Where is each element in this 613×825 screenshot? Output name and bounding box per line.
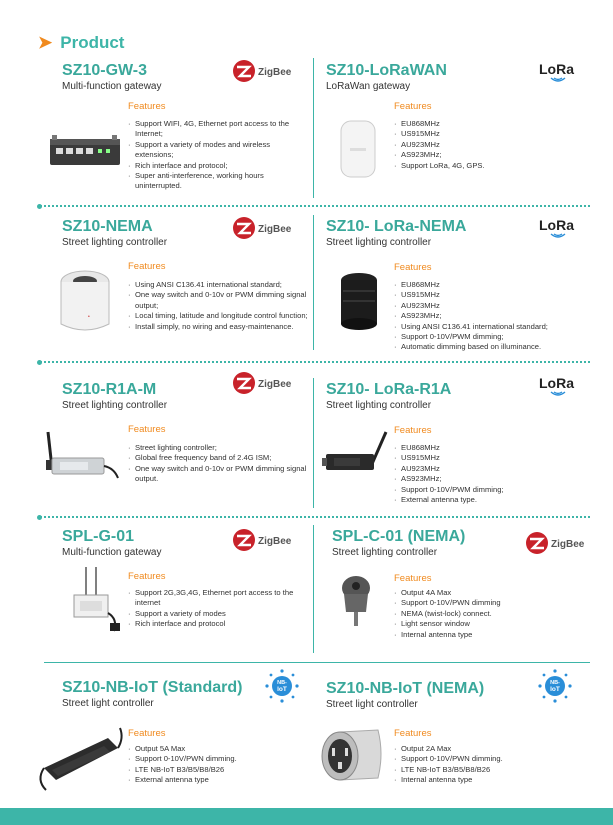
divider-vertical xyxy=(313,378,314,508)
nbiot-text-top: NB- xyxy=(550,680,560,686)
zigbee-logo-icon xyxy=(525,530,593,556)
feature-item: · AS923MHz; xyxy=(394,311,594,321)
spl-nema-controller-icon xyxy=(336,574,376,630)
feature-item: · US915MHz xyxy=(394,453,584,463)
product-title: SZ10-NB-IoT (Standard) xyxy=(62,679,243,696)
lora-logo-icon xyxy=(537,214,581,242)
zigbee-logo-icon xyxy=(232,58,300,84)
features-label: Features xyxy=(394,262,432,273)
product-title: SZ10- LoRa-R1A xyxy=(326,381,452,398)
product-subtitle: Street lighting controller xyxy=(326,237,432,248)
feature-item: · Support a variety of modes and wireless extensions; xyxy=(128,140,308,161)
feature-item: · Global free frequency band of 2.4G ISM; xyxy=(128,453,308,463)
feature-item: · Output 5A Max xyxy=(128,744,308,754)
feature-list xyxy=(394,588,584,640)
product-title: SZ10- LoRa-NEMA xyxy=(326,218,467,235)
divider-dot xyxy=(37,360,42,365)
feature-item: · Automatic dimming based on illuminance. xyxy=(394,342,594,352)
product-subtitle: Multi-function gateway xyxy=(62,81,162,92)
feature-item: · LTE NB-IoT B3/B5/B8/B26 xyxy=(128,765,308,775)
feature-item: · Using ANSI C136.41 international standard; xyxy=(394,322,594,332)
feature-item: · NEMA (twist-lock) connect. xyxy=(394,609,584,619)
divider-vertical xyxy=(313,58,314,198)
feature-item: · Street lighting controller; xyxy=(128,443,308,453)
zigbee-text: ZigBee xyxy=(551,539,585,550)
feature-item: · Support WIFI, 4G, Ethernet port access to the Internet; xyxy=(128,119,308,140)
page-header xyxy=(38,33,124,53)
divider-horizontal xyxy=(40,205,590,207)
features-label: Features xyxy=(128,571,166,582)
feature-item: · AS923MHz; xyxy=(394,150,584,160)
spl-gateway-icon xyxy=(66,565,124,635)
feature-item: · Rich interface and protocol; xyxy=(128,161,308,171)
feature-item: · LTE NB-IoT B3/B5/B8/B26 xyxy=(394,765,584,775)
product-title: SPL-G-01 xyxy=(62,528,135,545)
feature-item: · Light sensor window xyxy=(394,619,584,629)
product-subtitle: Street lighting controller xyxy=(62,400,168,411)
lora-text: LoRa xyxy=(539,375,574,391)
features-label: Features xyxy=(128,261,166,272)
zigbee-logo-icon xyxy=(232,370,300,396)
feature-item: · Internal antenna type xyxy=(394,630,584,640)
features-label: Features xyxy=(128,101,166,112)
lora-text: LoRa xyxy=(539,61,574,77)
zigbee-logo-icon xyxy=(232,215,300,241)
nbiot-text-top: NB- xyxy=(277,680,287,686)
lorawan-gateway-icon xyxy=(338,118,378,180)
features-label: Features xyxy=(394,573,432,584)
feature-list xyxy=(128,744,308,786)
feature-item: · US915MHz xyxy=(394,290,594,300)
feature-list xyxy=(128,588,310,630)
divider-vertical xyxy=(313,215,314,350)
features-label: Features xyxy=(394,101,432,112)
nbiot-nema-controller-icon xyxy=(318,726,386,786)
features-label: Features xyxy=(394,425,432,436)
product-title: SZ10-R1A-M xyxy=(62,381,157,398)
feature-item: · Support a variety of modes xyxy=(128,609,310,619)
divider-horizontal xyxy=(44,662,590,663)
feature-item: · Support LoRa, 4G, GPS. xyxy=(394,161,584,171)
nema-controller-icon xyxy=(58,268,112,338)
gateway-icon xyxy=(48,133,122,167)
feature-list xyxy=(394,744,584,786)
product-subtitle: LoRaWan gateway xyxy=(326,81,411,92)
feature-item: · Support 0-10V/PWM dimming; xyxy=(394,332,594,342)
feature-item: · One way switch and 0-10v or PWM dimming signal output. xyxy=(128,464,308,485)
feature-item: · EU868MHz xyxy=(394,280,594,290)
product-title: SZ10-GW-3 xyxy=(62,62,148,79)
feature-list xyxy=(128,443,308,485)
zigbee-text: ZigBee xyxy=(258,224,292,235)
lora-logo-icon xyxy=(537,372,581,400)
product-subtitle: Street lighting controller xyxy=(326,400,432,411)
divider-dot xyxy=(37,204,42,209)
feature-item: · EU868MHz xyxy=(394,443,584,453)
feature-item: · One way switch and 0-10v or PWM dimming signal output; xyxy=(128,290,308,311)
lora-nema-controller-icon xyxy=(336,270,382,332)
zigbee-logo-icon xyxy=(232,527,300,553)
product-subtitle: Multi-function gateway xyxy=(62,547,162,558)
feature-item: · External antenna type xyxy=(128,775,308,785)
feature-list xyxy=(394,280,594,353)
zigbee-text: ZigBee xyxy=(258,379,292,390)
lora-text: LoRa xyxy=(539,217,574,233)
divider-horizontal xyxy=(40,361,590,363)
product-subtitle: Street lighting controller xyxy=(332,547,438,558)
product-title: SZ10-NB-IoT (NEMA) xyxy=(326,680,485,697)
feature-list xyxy=(128,119,308,192)
feature-item: · Rich interface and protocol xyxy=(128,619,310,629)
product-title: SZ10-NEMA xyxy=(62,218,153,235)
product-subtitle: Street light controller xyxy=(62,698,154,709)
page-title: Product xyxy=(60,33,125,52)
feature-item: · Support 0-10V/PWN dimming. xyxy=(394,754,584,764)
nbiot-text-bottom: IoT xyxy=(277,686,287,693)
zigbee-text: ZigBee xyxy=(258,536,292,547)
r1a-controller-icon xyxy=(38,428,122,484)
feature-item: · AS923MHz; xyxy=(394,474,584,484)
feature-item: · AU923MHz xyxy=(394,464,584,474)
divider-vertical xyxy=(313,525,314,653)
feature-list xyxy=(394,443,584,505)
feature-item: · Internal antenna type xyxy=(394,775,584,785)
divider-horizontal xyxy=(40,516,590,518)
svg-text:•: • xyxy=(88,314,90,320)
arrow-icon: ➤ xyxy=(38,33,53,52)
feature-item: · Local timing, latitude and longitude control function; xyxy=(128,311,308,321)
feature-item: · Support 0-10V/PWN dimming xyxy=(394,598,584,608)
features-label: Features xyxy=(394,728,432,739)
feature-item: · Support 2G,3G,4G, Ethernet port access to the internet xyxy=(128,588,310,609)
zigbee-text: ZigBee xyxy=(258,67,292,78)
features-label: Features xyxy=(128,728,166,739)
feature-item: · External antenna type. xyxy=(394,495,584,505)
product-subtitle: Street lighting controller xyxy=(62,237,168,248)
feature-item: · Super anti-interference, working hours uninterrupted. xyxy=(128,171,308,192)
nbiot-logo-icon xyxy=(537,668,573,704)
feature-item: · EU868MHz xyxy=(394,119,584,129)
product-subtitle: Street light controller xyxy=(326,699,418,710)
nbiot-text-bottom: IoT xyxy=(550,686,560,693)
feature-item: · AU923MHz xyxy=(394,140,584,150)
feature-item: · Using ANSI C136.41 international standard; xyxy=(128,280,308,290)
nbiot-logo-icon xyxy=(264,668,300,704)
footer-band xyxy=(0,808,613,825)
feature-list xyxy=(128,280,308,332)
lora-logo-icon xyxy=(537,58,581,86)
product-title: SPL-C-01 (NEMA) xyxy=(332,528,466,545)
lora-r1a-controller-icon xyxy=(322,428,392,478)
divider-dot xyxy=(37,515,42,520)
feature-item: · Output 2A Max xyxy=(394,744,584,754)
feature-item: · Support 0-10V/PWM dimming; xyxy=(394,485,584,495)
feature-item: · Install simply, no wiring and easy-maintenance. xyxy=(128,322,308,332)
features-label: Features xyxy=(128,424,166,435)
feature-item: · Support 0-10V/PWN dimming. xyxy=(128,754,308,764)
feature-item: · Output 4A Max xyxy=(394,588,584,598)
nbiot-standard-controller-icon xyxy=(34,724,126,794)
feature-item: · AU923MHz xyxy=(394,301,594,311)
feature-list xyxy=(394,119,584,171)
product-title: SZ10-LoRaWAN xyxy=(326,62,447,79)
feature-item: · US915MHz xyxy=(394,129,584,139)
